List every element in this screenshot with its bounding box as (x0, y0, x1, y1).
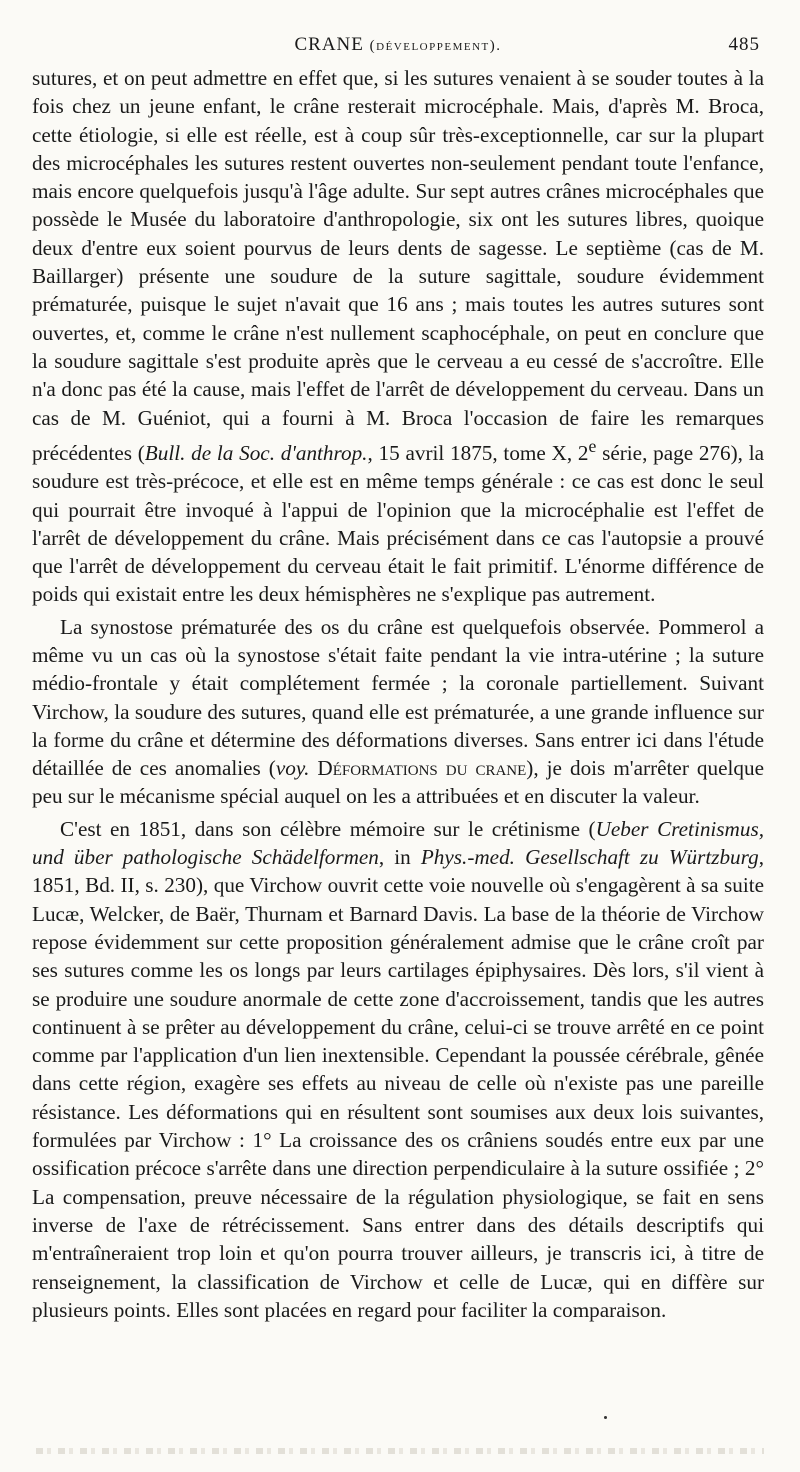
paragraph-1 (32, 64, 764, 609)
small-caps-span: Déformations du crane (317, 756, 527, 781)
running-title (32, 34, 764, 56)
italic-span: Phys.-med. Gesellschaft zu Würtzburg (420, 845, 759, 870)
text-span: ), je dois m'arrêter quelque peu sur le mécanisme spécial auquel on les a attribuées et en discuter la valeur. (32, 756, 764, 809)
paragraph-3 (32, 815, 764, 1324)
running-title-main: CRANE (294, 34, 364, 55)
print-speck (604, 1416, 607, 1419)
text-span: C'est en 1851, dans son célèbre mémoire sur le crétinisme ( (60, 816, 596, 841)
show-through-line (36, 1448, 764, 1454)
running-header (32, 34, 764, 64)
body-text (32, 64, 764, 1324)
superscript: e (588, 435, 597, 456)
text-span: , 15 avril 1875, tome X, 2 (367, 440, 589, 465)
text-span: sutures, et on peut admettre en effet que, si les sutures venaient à se souder toutes à la fois chez un jeune enfant, le crâne resterait microcéphale. Mais, d'après M. Broca, cette étiologie, si elle est réelle, est à coup sûr très-exceptionnelle, car sur la plupart des microcéphales les sutures restent ouvertes non-seulement pendant toute l'enfance, mais encore quelquefois jusqu'à l'âge adulte. Sur sept autres crânes microcéphales que possède le Musée du laboratoire d'anthropologie, six ont les sutures libres, quoique deux d'entre eux soient pourvus de leurs dents de sagesse. Le septième (cas de M. Baillarger) présente une soudure de la suture sagittale, soudure évidemment prématurée, puisque le sujet n'avait que 16 ans ; mais toutes les autres sutures sont ouvertes, et, comme le crâne n'est nullement scaphocéphale, on peut en conclure que la soudure sagittale s'est produite après que le cerveau a eu cessé de s'accroître. Elle n'a donc pas été la cause, mais l'effet de l'arrêt de développement du cerveau. Dans un cas de M. Guéniot, qui a fourni à M. Broca l'occasion de faire les remarques précédentes ( (32, 66, 764, 465)
text-span: , in (378, 845, 421, 870)
paragraph-2 (32, 613, 764, 811)
italic-span: voy. (275, 756, 310, 781)
running-title-sub: (développement). (369, 38, 502, 54)
text-span: , 1851, Bd. II, s. 230), que Virchow ouvrit cette voie nouvelle où s'engagèrent à sa suite Lucæ, Welcker, de Baër, Thurnam et Barnard Davis. La base de la théorie de Virchow repose évidemment sur cette proposition généralement admise que le crâne croît par ses sutures comme les os longs par leurs cartilages épiphysaires. Dès lors, s'il vient à se produire une soudure anormale de cette zone d'accroissement, tandis que les autres continuent à se prêter au développement du crâne, celui-ci se trouve arrêté en ce point comme par l'application d'un lien inextensible. Cependant la poussée cérébrale, gênée dans cette région, exagère ses effets au niveau de celle où n'existe pas une pareille résistance. Les déformations qui en résultent sont soumises aux deux lois suivantes, formulées par Virchow : 1° La croissance des os crâniens soudés entre eux par une ossification précoce s'arrête dans une direction perpendiculaire à la suture ossifiée ; 2° La compensation, preuve nécessaire de la régulation physiologique, se fait en sens inverse de l'axe de rétrécissement. Sans entrer dans des détails descriptifs qui m'entraîneraient trop loin et qu'on pourra trouver ailleurs, je transcris ici, à titre de renseignement, la classification de Virchow et celle de Lucæ, qui en diffère sur plusieurs points. Elles sont placées en regard pour faciliter la comparaison. (32, 845, 764, 1322)
italic-span: Ueber Cretinismus, und über pathologische Schädelformen (32, 816, 764, 870)
page-number: 485 (728, 34, 760, 55)
italic-span: Bull. de la Soc. d'anthrop. (144, 440, 368, 465)
text-span: série, page 276), la soudure est très-précoce, et elle est en même temps générale : ce cas est donc le seul qui pourrait être invoqué à l'appui de l'opinion que la microcéphalie est l'effet de l'arrêt de développement du crâne. Mais précisément dans ce cas l'autopsie a prouvé que l'arrêt de développement du cerveau était le fait primitif. L'énorme différence de poids qui existait entre les deux hémisphères ne s'explique pas autrement. (32, 440, 765, 607)
text-span: La synostose prématurée des os du crâne est quelquefois observée. Pommerol a même vu un cas où la synostose s'était faite pendant la vie intra-utérine ; la suture médio-frontale y était complétement fermée ; la coronale partiellement. Suivant Virchow, la soudure des sutures, quand elle est prématurée, a une grande influence sur la forme du crâne et détermine des déformations diverses. Sans entrer ici dans l'étude détaillée de ces anomalies ( (32, 614, 764, 781)
